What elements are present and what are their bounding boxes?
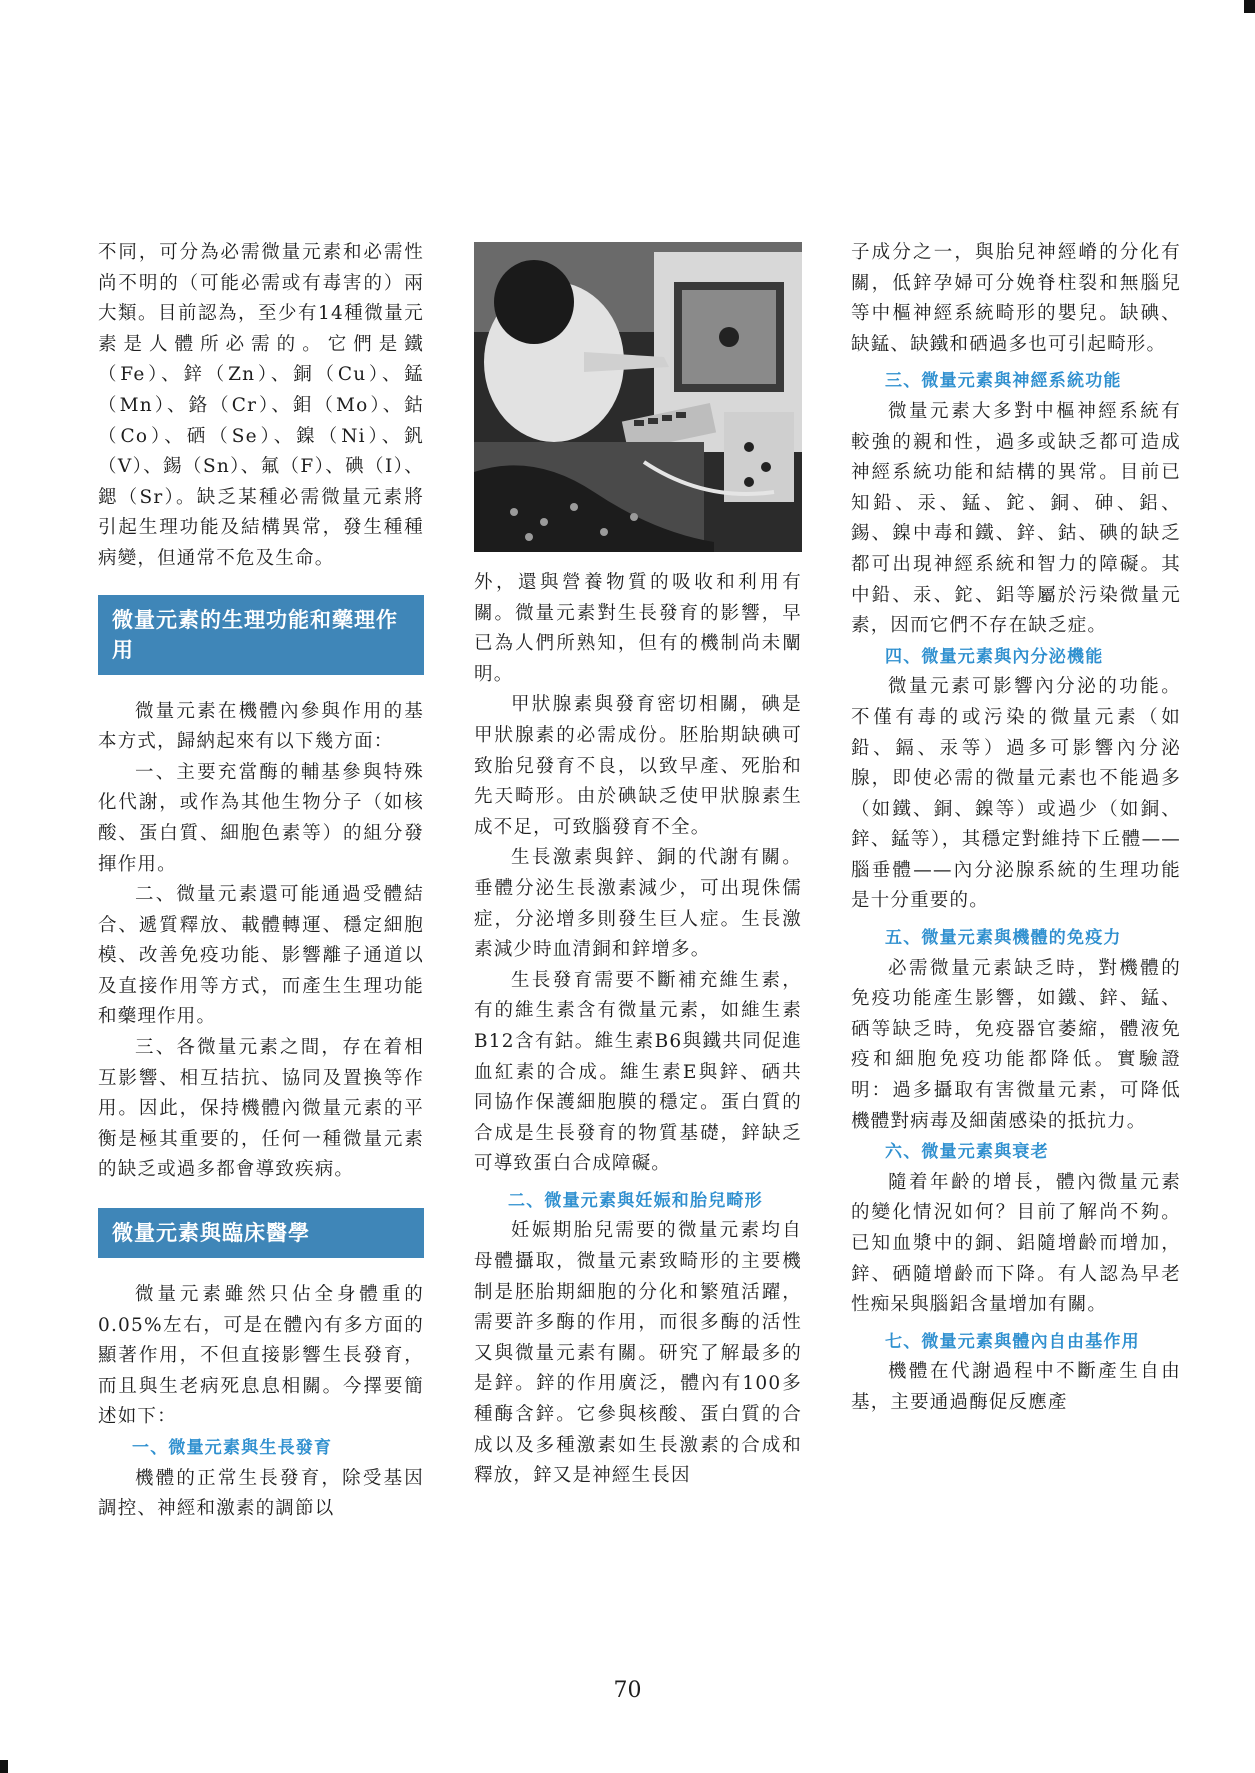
paragraph: 生長發育需要不斷補充維生素，有的維生素含有微量元素，如維生素B12含有鈷。維生素B6與鐵共同促進血紅素的合成。維生素E與鋅、硒共同協作保護細胞膜的穩定。蛋白質的合成是生長發育的物質基礎，鋅缺乏可導致蛋白合成障礙。 (474, 969, 802, 1175)
paragraph: 機體在代謝過程中不斷產生自由基，主要通過酶促反應產 (851, 1361, 1181, 1413)
paragraph: 微量元素可影響內分泌的功能。不僅有毒的或污染的微量元素（如鉛、鎘、汞等）過多可影響內分泌腺，即使必需的微量元素也不能過多（如鐵、銅、鎳等）或過少（如銅、鋅、錳等），其穩定對維持下丘體——腦垂體——內分泌腺系統的生理功能是十分重要的。 (851, 676, 1181, 912)
paragraph: 子成分之一，與胎兒神經嵴的分化有關，低鋅孕婦可分娩脊柱裂和無腦兒等中樞神經系統畸形的嬰兒。缺碘、缺錳、缺鐵和硒過多也可引起畸形。 (851, 242, 1181, 355)
paragraph: 一、主要充當酶的輔基參與特殊化代謝，或作為其他生物分子（如核酸、蛋白質、細胞色素等）的組分發揮作用。 (98, 761, 424, 875)
paragraph: 三、各微量元素之間，存在着相互影響、相互拮抗、協同及置換等作用。因此，保持機體內微量元素的平衡是極其重要的，任何一種微量元素的缺乏或過多都會導致疾病。 (98, 1037, 424, 1181)
subheading: 六、微量元素與衰老 (885, 1142, 1049, 1163)
column-2 (474, 568, 802, 1492)
column-1 (98, 238, 424, 1525)
subheading: 三、微量元素與神經系統功能 (885, 371, 1122, 392)
paragraph: 不同，可分為必需微量元素和必需性尚不明的（可能必需或有毒害的）兩大類。目前認為，至少有14種微量元素是人體所必需的。它們是鐵（Fe）、鋅（Zn）、銅（Cu）、錳（Mn）、鉻（Cr）、鉬（Mo）、鈷（Co）、硒（Se）、鎳（Ni）、釩（V）、錫（Sn）、氟（F）、碘（I）、鍶（Sr）。缺乏某種必需微量元素將引起生理功能及結構異常，發生種種病變，但通常不危及生命。 (98, 242, 424, 569)
subheading: 四、微量元素與內分泌機能 (885, 646, 1104, 667)
subheading: 二、微量元素與妊娠和胎兒畸形 (508, 1190, 763, 1211)
paragraph: 二、微量元素還可能通過受體結合、遞質釋放、載體轉運、穩定細胞模、改善免疫功能、影響離子通道以及直接作用等方式，而產生生理功能和藥理作用。 (98, 884, 424, 1028)
column-3 (851, 238, 1181, 1419)
corner-mark-bottom-left (0, 1760, 8, 1773)
paragraph: 外，還與營養物質的吸收和利用有關。微量元素對生長發育的影響，早已為人們所熟知，但有的機制尚未闡明。 (474, 572, 802, 685)
corner-mark-top-right (1244, 0, 1255, 13)
paragraph: 生長激素與鋅、銅的代謝有關。垂體分泌生長激素減少，可出現侏儒症，分泌增多則發生巨人症。生長激素減少時血清銅和鋅增多。 (474, 847, 802, 961)
paragraph: 機體的正常生長發育，除受基因調控、神經和激素的調節以 (98, 1467, 424, 1520)
paragraph: 甲狀腺素與發育密切相關，碘是甲狀腺素的必需成份。胚胎期缺碘可致胎兒發育不良，以致早產、死胎和先天畸形。由於碘缺乏使甲狀腺素生成不足，可致腦發育不全。 (474, 694, 802, 838)
researcher-photo (474, 242, 802, 552)
page-number: 70 (613, 1678, 642, 1703)
section-heading-physiology: 微量元素的生理功能和藥理作用 (98, 595, 424, 675)
subheading: 一、微量元素與生長發育 (132, 1438, 333, 1458)
paragraph: 微量元素在機體內參與作用的基本方式，歸納起來有以下幾方面： (98, 700, 424, 753)
paragraph: 必需微量元素缺乏時，對機體的免疫功能產生影響，如鐵、鋅、錳、硒等缺乏時，免疫器官萎縮，體液免疫和細胞免疫功能都降低。實驗證明：過多攝取有害微量元素，可降低機體對病毒及細菌感染的抵抗力。 (851, 957, 1181, 1132)
section-heading-clinical: 微量元素與臨床醫學 (98, 1208, 424, 1258)
subheading: 七、微量元素與體內自由基作用 (885, 1331, 1140, 1352)
paragraph: 微量元素雖然只佔全身體重的0.05%左右，可是在體內有多方面的顯著作用，不但直接影響生長發育，而且與生老病死息息相關。今擇要簡述如下： (98, 1284, 424, 1428)
paragraph: 隨着年齡的增長，體內微量元素的變化情況如何？目前了解尚不夠。已知血漿中的銅、鋁隨增齡而增加，鋅、硒隨增齡而下降。有人認為早老性痴呆與腦鋁含量增加有關。 (851, 1171, 1181, 1316)
subheading: 五、微量元素與機體的免疫力 (885, 928, 1122, 949)
paragraph: 微量元素大多對中樞神經系統有較強的親和性，過多或缺乏都可造成神經系統功能和結構的異常。目前已知鉛、汞、錳、鉈、銅、砷、鋁、錫、鎳中毒和鐵、鋅、鈷、碘的缺乏都可出現神經系統和智力的障礙。其中鉛、汞、鉈、鋁等屬於污染微量元素，因而它們不存在缺乏症。 (851, 400, 1181, 637)
paragraph: 妊娠期胎兒需要的微量元素均自母體攝取，微量元素致畸形的主要機制是胚胎期細胞的分化和繁殖活躍，需要許多酶的作用，而很多酶的活性又與微量元素有關。研究了解最多的是鋅。鋅的作用廣泛，體內有100多種酶含鋅。它參與核酸、蛋白質的合成以及多種激素如生長激素的合成和釋放，鋅又是神經生長因 (474, 1220, 802, 1487)
